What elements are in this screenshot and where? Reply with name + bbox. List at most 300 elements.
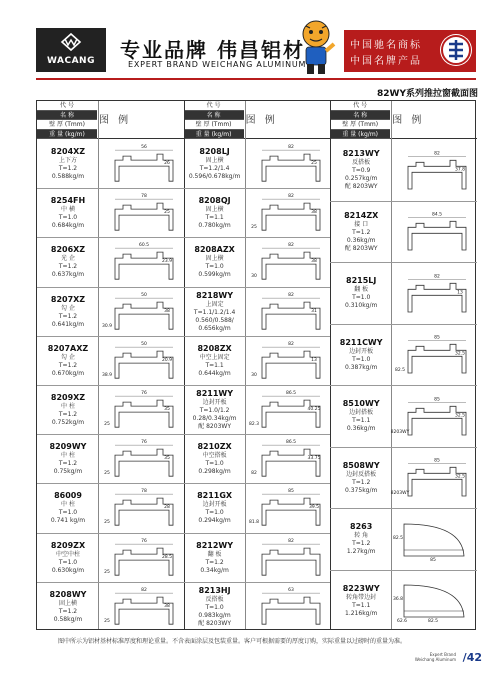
- header-weight: 重 量 (kg/m): [37, 130, 97, 140]
- header-code: 代 号: [184, 101, 244, 111]
- header-name: 名 称: [330, 111, 390, 121]
- series-title: 82WY系列推拉窗截面图: [377, 89, 478, 99]
- profile-outline: [408, 468, 466, 497]
- dimension-label: 28.5: [161, 554, 173, 560]
- profile-section-drawing: [101, 388, 181, 431]
- profile-code: 8254FH: [50, 196, 86, 206]
- dimension-label: 82: [141, 587, 147, 593]
- profile-spec: T=1.2: [205, 558, 224, 566]
- profile-entry: [330, 508, 477, 570]
- famous-line-2: 中国名牌产品: [350, 56, 422, 67]
- profile-info: [184, 146, 246, 181]
- profile-spec: 中空搭板: [202, 452, 227, 460]
- profile-section-drawing: [390, 454, 474, 500]
- page-number: /42: [462, 651, 482, 664]
- profile-info: [37, 441, 99, 476]
- dimension-label: 78: [141, 489, 147, 495]
- profile-spec: 0.596/0.678kg/m: [188, 173, 241, 181]
- row-divider: [330, 385, 477, 386]
- dimension-label: 26: [164, 161, 170, 167]
- profile-info: [330, 275, 392, 310]
- dimension-label: 84.5: [432, 212, 443, 218]
- profile-entry: [37, 139, 184, 188]
- page-brand-line-2: Weichang Aluminum: [414, 657, 456, 662]
- profile-spec: T=1.0: [58, 214, 78, 222]
- row-divider: [330, 262, 477, 263]
- profile-spec: 0.752kg/m: [51, 419, 85, 427]
- profile-spec: T=1.0: [352, 355, 371, 363]
- profile-spec: 0.684kg/m: [51, 222, 85, 230]
- profile-info: [184, 343, 246, 378]
- profile-outline: [115, 548, 173, 575]
- profile-entry: [37, 533, 184, 582]
- profile-entry: [330, 139, 477, 201]
- profile-spec: 0.644kg/m: [198, 369, 231, 377]
- profile-spec: T=1.2: [58, 411, 78, 419]
- profile-spec: 0.656kg/m: [198, 324, 231, 332]
- dimension-label: 30.9: [101, 323, 113, 329]
- footnote: 图中所示为铝材基材标准厚度和理论重量。不含表面涂层及包装重量。客户可根据需要的厚度订购，实际重量以过磅时的重量为准。: [58, 638, 407, 645]
- profile-code: 8208LJ: [199, 147, 230, 157]
- profile-code: 8207AXZ: [47, 343, 89, 353]
- profile-info: [37, 146, 99, 181]
- profile-entry: [37, 336, 184, 385]
- profile-info: [184, 540, 246, 575]
- profile-section-drawing: [248, 339, 328, 382]
- profile-spec: T=1.1: [205, 214, 224, 222]
- profile-outline: [262, 548, 320, 575]
- dimension-label: 82.3: [248, 422, 259, 428]
- profile-section-drawing: [394, 331, 474, 377]
- profile-section-drawing: [248, 240, 328, 283]
- row-divider: [37, 533, 184, 534]
- profile-spec: 0.257kg/m: [345, 175, 378, 183]
- dimension-label: 37.8: [455, 167, 466, 173]
- profile-code: 8209ZX: [50, 540, 86, 550]
- header-legend: 图 例: [392, 115, 425, 126]
- dimension-label: 82: [287, 538, 294, 544]
- profile-info: [37, 195, 99, 230]
- profile-code: 8213WY: [342, 149, 380, 159]
- profile-spec: 翻 板: [207, 550, 222, 558]
- profile-spec: T=1.0/1.2: [199, 407, 230, 415]
- profile-spec: 0.741 kg/m: [50, 517, 86, 525]
- profile-spec: 0.780kg/m: [198, 222, 231, 230]
- profile-spec: 边封开板: [202, 501, 227, 509]
- dimension-label: 82: [287, 194, 294, 200]
- row-divider: [37, 582, 184, 583]
- profile-code: 8208QJ: [198, 196, 231, 206]
- logo-mark-icon: [60, 32, 82, 52]
- dimension-label: 62.6: [397, 619, 408, 625]
- profile-spec: 中 柱: [61, 501, 75, 509]
- profile-spec: T=1.2: [352, 228, 371, 236]
- profile-spec: 0.599kg/m: [198, 271, 231, 279]
- profile-spec: 配 8203WY: [344, 183, 378, 191]
- profile-code: 8211WY: [196, 389, 234, 399]
- page-brand: [415, 652, 456, 662]
- column-header: [330, 101, 477, 139]
- dimension-label: 86.5: [285, 440, 296, 446]
- row-divider: [184, 533, 331, 534]
- profile-spec: 边封开板: [349, 347, 374, 355]
- header-code: 代 号: [330, 101, 390, 111]
- header-weight: 重 量 (kg/m): [330, 130, 390, 140]
- profile-outline: [115, 499, 173, 526]
- profile-section-drawing: [394, 208, 474, 254]
- profile-spec: 0.294kg/m: [198, 517, 231, 525]
- dimension-label: 82: [287, 292, 294, 298]
- profile-entry: [184, 582, 331, 631]
- dimension-label: 82: [434, 151, 441, 157]
- profile-entry: [184, 434, 331, 483]
- dimension-label: 38.9: [101, 372, 113, 378]
- mascot-icon: [292, 18, 340, 76]
- profile-info: [37, 294, 99, 329]
- profile-spec: 反搭板: [205, 595, 224, 603]
- profile-spec: 固上横: [205, 206, 224, 214]
- dimension-label: 25: [104, 569, 110, 575]
- dimension-label: 25: [104, 422, 110, 428]
- profile-code: 8207XZ: [50, 294, 86, 304]
- profile-spec: 1.216kg/m: [345, 609, 378, 617]
- header-legend: 图 例: [245, 115, 278, 126]
- profile-code: 86009: [54, 491, 82, 501]
- profile-entry: [37, 188, 184, 237]
- profile-spec: 边封反搭板: [346, 470, 377, 478]
- profile-spec: 0.630kg/m: [51, 566, 85, 574]
- row-divider: [37, 434, 184, 435]
- dimension-label: 25: [250, 225, 257, 231]
- profile-code: 8209XZ: [50, 393, 86, 403]
- profile-info: [184, 244, 246, 279]
- profile-spec: 0.75kg/m: [53, 468, 83, 476]
- profile-info: [330, 460, 392, 495]
- profile-spec: T=1.2: [58, 361, 78, 369]
- famous-line-1: 中国驰名商标: [350, 40, 422, 51]
- dimension-label: 85: [434, 397, 441, 403]
- dimension-label: 56: [141, 145, 147, 151]
- profile-outline: [408, 160, 466, 189]
- dimension-label: 32.5: [455, 351, 466, 357]
- dimension-label: 25: [104, 520, 110, 526]
- profile-spec: 边封搭板: [349, 409, 374, 417]
- profile-section-drawing: [248, 191, 328, 234]
- profile-code: 8208WY: [49, 589, 87, 599]
- profile-spec: 0.387kg/m: [345, 363, 378, 371]
- dimension-label: 38: [310, 210, 317, 216]
- profile-spec: T=1.2: [58, 460, 78, 468]
- profile-outline: [262, 449, 320, 476]
- profile-spec: 0.641kg/m: [51, 320, 85, 328]
- profile-spec: T=1.1: [205, 361, 224, 369]
- profile-code: 8206XZ: [50, 245, 86, 255]
- profile-info: [330, 148, 392, 191]
- profile-spec: 中空中柱: [55, 550, 80, 558]
- row-divider: [37, 336, 184, 337]
- profile-spec: 1.27kg/m: [346, 548, 376, 556]
- profile-spec: 0.670kg/m: [51, 369, 85, 377]
- profile-code: 8263: [350, 522, 373, 532]
- profile-info: [37, 392, 99, 427]
- profile-spec: 光 企: [61, 255, 75, 263]
- profile-info: [37, 343, 99, 378]
- profile-entry: [184, 237, 331, 286]
- dimension-label: 85: [434, 458, 441, 464]
- brand-title: 专业品牌 伟昌铝材: [120, 38, 305, 62]
- profile-section-drawing: [101, 536, 181, 579]
- dimension-label: 85: [287, 489, 294, 495]
- profile-spec: 0.36kg/m: [346, 236, 376, 244]
- dimension-label: 50: [141, 341, 147, 347]
- profile-code: 8510WY: [342, 399, 380, 409]
- row-divider: [37, 483, 184, 484]
- dimension-label: 82: [287, 145, 294, 151]
- profile-section-drawing: [101, 339, 181, 382]
- profile-code: 8210ZX: [197, 442, 232, 452]
- profile-outline: [408, 345, 466, 374]
- profile-spec: 0.637kg/m: [51, 271, 85, 279]
- profile-entry: [37, 385, 184, 434]
- profile-outline: [408, 222, 466, 251]
- dimension-label: 82.5: [428, 619, 439, 625]
- profile-info: [184, 195, 246, 230]
- profile-info: [184, 490, 246, 525]
- profile-code: 8508WY: [342, 460, 380, 470]
- profile-spec: 固上横: [58, 599, 77, 607]
- profile-spec: 中 柱: [61, 403, 75, 411]
- dimension-label: 82: [250, 471, 257, 477]
- row-divider: [184, 385, 331, 386]
- profile-entry: [330, 262, 477, 324]
- row-divider: [37, 237, 184, 238]
- profile-spec: T=1.2/1.4: [199, 165, 230, 173]
- wacang-logo: [36, 28, 106, 72]
- dimension-label: 82.5: [395, 368, 406, 374]
- profile-info: [37, 589, 99, 624]
- dimension-label: 13: [310, 357, 317, 363]
- logo-text: WACANG: [47, 56, 95, 66]
- row-divider: [184, 434, 331, 435]
- profile-info: [330, 521, 392, 556]
- famous-brand-badge: [344, 30, 476, 72]
- profile-spec: T=1.2: [58, 607, 78, 615]
- profile-spec: 配 8203WY: [344, 244, 378, 252]
- dimension-label: 20.9: [161, 357, 173, 363]
- profile-spec: 边封开板: [202, 399, 227, 407]
- dimension-label: 23.9: [161, 259, 173, 265]
- profile-section-drawing: [394, 516, 474, 562]
- profile-code: 8209WY: [49, 442, 87, 452]
- profile-code: 8213HJ: [198, 585, 231, 595]
- profile-info: [184, 290, 246, 333]
- famous-seal-icon: [440, 34, 472, 66]
- profile-entry: [37, 582, 184, 631]
- profile-spec: 上下方: [58, 157, 77, 165]
- profile-code: 8211GX: [197, 491, 233, 501]
- dimension-label: 82: [287, 341, 294, 347]
- profile-code: 8204XZ: [50, 147, 86, 157]
- profile-spec: 配 8203WY: [198, 619, 231, 627]
- profile-entry: [330, 385, 477, 447]
- profile-section-drawing: [101, 142, 181, 185]
- profile-spec: 勾 企: [61, 304, 75, 312]
- dimension-label: 30: [250, 372, 257, 378]
- profile-info: [330, 210, 392, 253]
- row-divider: [37, 385, 184, 386]
- profile-spec: T=1.0: [205, 460, 224, 468]
- profile-spec: 上固定: [205, 300, 224, 308]
- row-divider: [184, 287, 331, 288]
- profile-code: 8208ZX: [197, 343, 232, 353]
- dimension-label: 35: [164, 407, 170, 413]
- dimension-label: 40.25: [307, 407, 321, 413]
- header-code: 代 号: [37, 101, 97, 111]
- profile-section-drawing: [248, 142, 328, 185]
- profile-spec: 转角带边封: [346, 593, 377, 601]
- dimension-label: 81.8: [248, 520, 259, 526]
- profile-spec: 翻 板: [354, 286, 369, 294]
- dimension-label: 76: [141, 440, 147, 446]
- page-header: [0, 0, 500, 78]
- dimension-label: 38: [164, 308, 170, 314]
- row-divider: [184, 237, 331, 238]
- dimension-label: 32.5: [455, 474, 466, 480]
- profile-entry: [184, 188, 331, 237]
- profile-spec: T=1.0: [58, 558, 78, 566]
- profile-entry: [37, 237, 184, 286]
- profile-spec: T=1.1/1.2/1.4: [193, 308, 236, 316]
- profile-section-drawing: [248, 290, 328, 333]
- profile-spec: T=1.1: [352, 601, 371, 609]
- corner-outline: [404, 585, 464, 617]
- dimension-label: 39.5: [308, 505, 319, 511]
- dimension-label: 13: [457, 290, 464, 296]
- dimension-label: 78: [141, 194, 147, 200]
- profile-spec: 0.588kg/m: [51, 173, 85, 181]
- profile-outline: [408, 406, 466, 435]
- profile-outline: [115, 154, 173, 181]
- header-wall: 壁 厚 (Tmm): [330, 120, 390, 130]
- profile-outline: [115, 302, 173, 329]
- profile-info: [330, 583, 392, 618]
- profile-section-drawing: [101, 437, 181, 480]
- profile-spec: 0.34kg/m: [200, 566, 229, 574]
- row-divider: [330, 447, 477, 448]
- profile-section-drawing: [248, 388, 328, 431]
- profile-info: [184, 441, 246, 476]
- profile-outline: [115, 597, 173, 624]
- profile-entry: [37, 434, 184, 483]
- profile-outline: [115, 253, 173, 280]
- dimension-label: 38: [164, 603, 170, 609]
- dimension-label: 25: [104, 618, 110, 624]
- dimension-label: 82.5: [393, 535, 404, 541]
- profile-outline: [115, 449, 173, 476]
- profile-spec: 中 横: [61, 206, 75, 214]
- profile-outline: [408, 283, 466, 312]
- profile-entry: [330, 570, 477, 632]
- profile-spec: T=1.2: [352, 478, 371, 486]
- dimension-label: 86.5: [285, 391, 296, 397]
- profile-catalog-table: [36, 100, 476, 630]
- profile-info: [37, 490, 99, 525]
- profile-section-drawing: [248, 585, 328, 628]
- profile-outline: [262, 597, 320, 624]
- header-weight: 重 量 (kg/m): [184, 130, 244, 140]
- dimension-label: 85: [430, 557, 437, 563]
- profile-spec: T=0.9: [352, 167, 371, 175]
- dimension-label: 25: [310, 161, 317, 167]
- page-brand-line-1: Expert Brand: [429, 652, 456, 657]
- profile-spec: 0.375kg/m: [345, 486, 378, 494]
- row-divider: [184, 582, 331, 583]
- dimension-label: 76: [141, 538, 147, 544]
- row-divider: [330, 324, 477, 325]
- row-divider: [184, 483, 331, 484]
- profile-spec: T=1.2: [58, 165, 78, 173]
- dimension-label: 63: [287, 587, 294, 593]
- dimension-label: 30: [250, 274, 257, 280]
- profile-spec: T=1.2: [58, 312, 78, 320]
- profile-spec: 0.560/0.588/: [195, 316, 234, 324]
- profile-spec: T=1.1: [352, 417, 371, 425]
- dimension-label: 35: [164, 456, 170, 462]
- row-divider: [184, 188, 331, 189]
- profile-info: [330, 337, 392, 372]
- profile-spec: 中空上固定: [199, 353, 230, 361]
- profile-section-drawing: [248, 437, 328, 480]
- header-wall: 壁 厚 (Tmm): [184, 120, 244, 130]
- profile-entry: [184, 336, 331, 385]
- profile-spec: 接 口: [354, 220, 369, 228]
- row-divider: [37, 287, 184, 288]
- profile-code: 8214ZX: [344, 210, 379, 220]
- profile-entry: [184, 385, 331, 434]
- profile-spec: 0.36kg/m: [346, 425, 376, 433]
- dimension-label: 28: [164, 505, 170, 511]
- profile-spec: T=1.2: [58, 263, 78, 271]
- dimension-label: 8203WY: [390, 491, 410, 497]
- profile-code: 8211CWY: [339, 337, 383, 347]
- profile-info: [330, 398, 392, 433]
- row-divider: [184, 336, 331, 337]
- profile-spec: T=1.0: [205, 263, 224, 271]
- profile-outline: [115, 351, 173, 378]
- profile-code: 8208AZX: [194, 245, 235, 255]
- profile-section-drawing: [394, 577, 474, 623]
- brand-subtitle: EXPERT BRAND WEICHANG ALUMINUM: [128, 60, 307, 69]
- profile-entry: [330, 324, 477, 386]
- dimension-label: 25: [164, 210, 170, 216]
- profile-spec: 0.983kg/m: [198, 611, 231, 619]
- profile-outline: [262, 499, 320, 526]
- profile-spec: T=1.0: [58, 509, 78, 517]
- profile-spec: 配 8203WY: [198, 423, 231, 431]
- profile-spec: 中 柱: [61, 452, 75, 460]
- profile-outline: [262, 154, 320, 181]
- profile-entry: [330, 447, 477, 509]
- row-divider: [330, 201, 477, 202]
- profile-entry: [37, 483, 184, 532]
- profile-code: 8223WY: [342, 583, 380, 593]
- profile-code: 8212WY: [196, 540, 234, 550]
- dimension-label: 60.5: [138, 243, 150, 249]
- profile-entry: [184, 533, 331, 582]
- profile-entry: [330, 201, 477, 263]
- profile-spec: T=1.0: [352, 294, 371, 302]
- profile-outline: [115, 400, 173, 427]
